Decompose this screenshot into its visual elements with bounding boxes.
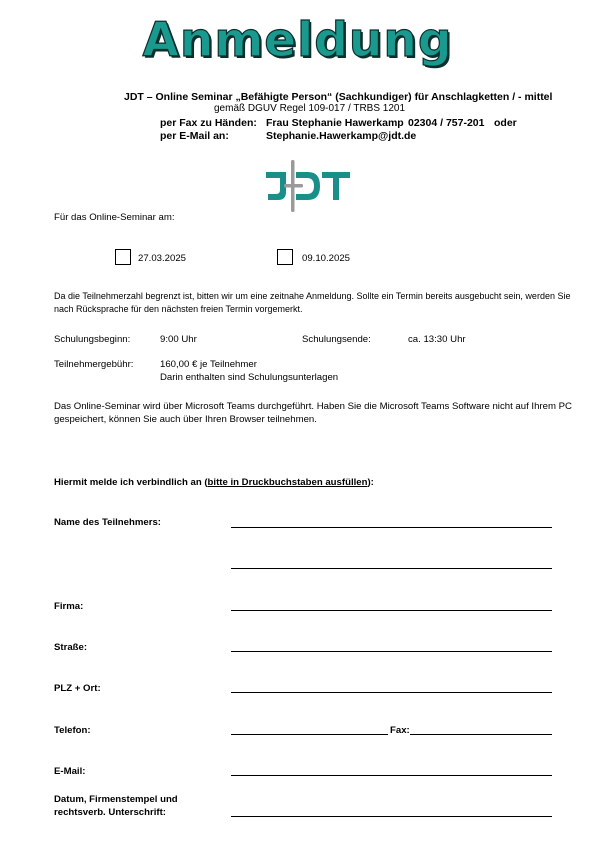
jdt-logo: [262, 160, 352, 212]
fee-value: 160,00 € je Teilnehmer: [160, 359, 257, 370]
date-label-1: 27.03.2025: [138, 253, 187, 264]
zip-city-label: PLZ + Ort:: [54, 683, 101, 694]
fax-contact-name: Frau Stephanie Hawerkamp: [266, 117, 404, 129]
end-label: Schulungsende:: [302, 334, 371, 345]
fax-number: 02304 / 757-201: [408, 117, 485, 129]
name-field-2[interactable]: [231, 568, 552, 569]
date-label-2: 09.10.2025: [302, 253, 351, 264]
name-field-1[interactable]: [231, 527, 552, 528]
phone-field[interactable]: [231, 734, 388, 735]
email-field[interactable]: [231, 775, 552, 776]
email-label: E-Mail:: [54, 766, 86, 777]
start-value: 9:00 Uhr: [160, 334, 197, 345]
form-intro-post: ):: [367, 477, 374, 488]
fee-note: Darin enthalten sind Schulungsunterlagen: [160, 372, 339, 383]
page-title: Anmeldung: [142, 13, 453, 68]
name-label: Name des Teilnehmers:: [54, 517, 161, 528]
fax-or: oder: [494, 117, 517, 129]
date-checkbox-1[interactable]: [115, 249, 131, 265]
street-label: Straße:: [54, 642, 88, 653]
mail-address[interactable]: Stephanie.Hawerkamp@jdt.de: [266, 130, 417, 142]
company-label: Firma:: [54, 601, 84, 612]
fax-label: per Fax zu Händen:: [160, 117, 257, 129]
signature-label-2: rechtsverb. Unterschrift:: [54, 807, 166, 818]
mail-label: per E-Mail an:: [160, 130, 229, 142]
start-label: Schulungsbeginn:: [54, 334, 131, 345]
signature-label-1: Datum, Firmenstempel und: [54, 794, 178, 805]
signature-field[interactable]: [231, 816, 552, 817]
fax-field[interactable]: [410, 734, 552, 735]
availability-notice: Da die Teilnehmerzahl begrenzt ist, bitten wir um eine zeitnahe Anmeldung. Sollte ein Termin bereits ausgebucht sein, werden Sie nach Rücksprache für den nächsten freien Termin vorgemerkt.: [54, 291, 571, 314]
form-intro-pre: Hiermit melde ich verbindlich an (: [54, 477, 208, 488]
street-field[interactable]: [231, 651, 552, 652]
regulation-line: gemäß DGUV Regel 109-017 / TRBS 1201: [214, 103, 406, 114]
fee-label: Teilnehmergebühr:: [54, 359, 134, 370]
zip-city-field[interactable]: [231, 692, 552, 693]
form-intro: [54, 476, 374, 489]
form-intro-emphasis: bitte in Druckbuchstaben ausfüllen: [207, 477, 368, 488]
seminar-title: JDT – Online Seminar „Befähigte Person“ (Sachkundiger) für Anschlagketten / - mittel: [124, 91, 553, 103]
phone-label: Telefon:: [54, 725, 91, 736]
company-field[interactable]: [231, 610, 552, 611]
end-value: ca. 13:30 Uhr: [408, 334, 466, 345]
date-checkbox-2[interactable]: [277, 249, 293, 265]
fax-field-label: Fax:: [390, 725, 410, 736]
teams-note: Das Online-Seminar wird über Microsoft Teams durchgeführt. Haben Sie die Microsoft Teams Software nicht auf Ihrem PC gespeichert, können Sie auch über Ihren Browser teilnehmen.: [54, 401, 572, 425]
seminar-prompt: Für das Online-Seminar am:: [54, 212, 175, 223]
